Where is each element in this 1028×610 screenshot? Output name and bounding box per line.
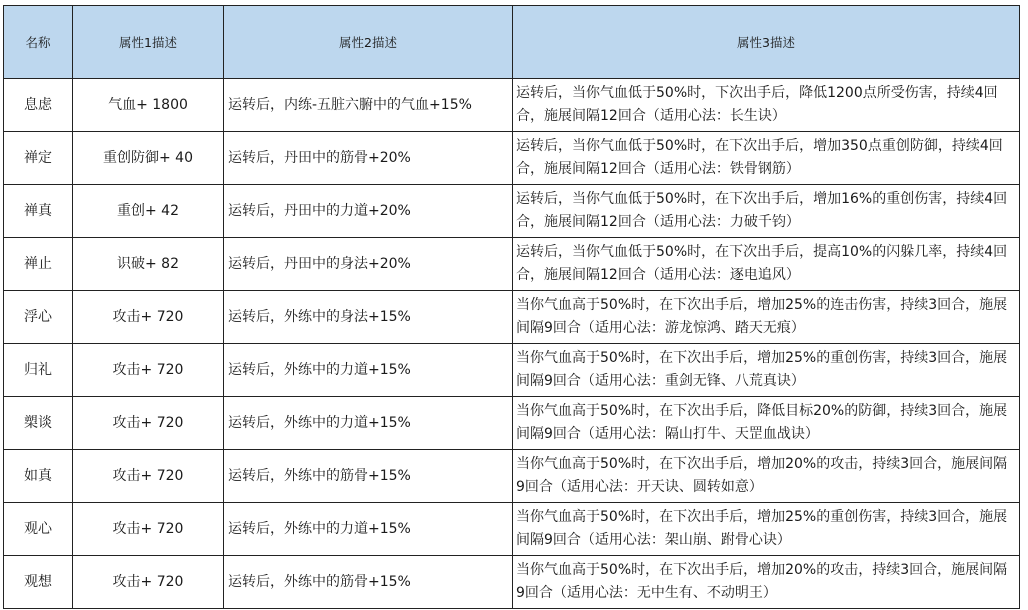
cell-name[interactable]: 禅定 xyxy=(4,132,73,185)
cell-attr2[interactable]: 运转后，外练中的力道+15% xyxy=(224,397,513,450)
table-row xyxy=(4,556,1020,609)
table-row xyxy=(4,132,1020,185)
cell-attr2[interactable]: 运转后，外练中的身法+15% xyxy=(224,291,513,344)
cell-attr3[interactable]: 运转后，当你气血低于50%时，下次出手后，降低1200点所受伤害，持续4回合，施展间隔12回合（适用心法：长生诀） xyxy=(513,79,1020,132)
cell-attr3[interactable]: 运转后，当你气血低于50%时，在下次出手后，增加350点重创防御，持续4回合，施展间隔12回合（适用心法：铁骨钢筋） xyxy=(513,132,1020,185)
table-row xyxy=(4,79,1020,132)
header-attr1[interactable]: 属性1描述 xyxy=(73,6,224,79)
cell-attr2[interactable]: 运转后，外练中的筋骨+15% xyxy=(224,556,513,609)
cell-attr1[interactable]: 气血+ 1800 xyxy=(73,79,224,132)
table-row xyxy=(4,238,1020,291)
cell-attr1[interactable]: 攻击+ 720 xyxy=(73,291,224,344)
cell-attr2[interactable]: 运转后，内练-五脏六腑中的气血+15% xyxy=(224,79,513,132)
cell-name[interactable]: 息虑 xyxy=(4,79,73,132)
cell-attr1[interactable]: 识破+ 82 xyxy=(73,238,224,291)
header-attr2[interactable]: 属性2描述 xyxy=(224,6,513,79)
header-attr3[interactable]: 属性3描述 xyxy=(513,6,1020,79)
cell-attr3[interactable]: 当你气血高于50%时，在下次出手后，增加25%的连击伤害，持续3回合，施展间隔9回合（适用心法：游龙惊鸿、踏天无痕） xyxy=(513,291,1020,344)
cell-name[interactable]: 归礼 xyxy=(4,344,73,397)
attribute-table xyxy=(3,5,1020,609)
table-row xyxy=(4,397,1020,450)
cell-attr2[interactable]: 运转后，丹田中的筋骨+20% xyxy=(224,132,513,185)
cell-attr3[interactable]: 当你气血高于50%时，在下次出手后，增加25%的重创伤害，持续3回合，施展间隔9回合（适用心法：重剑无锋、八荒真诀） xyxy=(513,344,1020,397)
cell-attr3[interactable]: 当你气血高于50%时，在下次出手后，增加20%的攻击，持续3回合，施展间隔9回合（适用心法：无中生有、不动明王） xyxy=(513,556,1020,609)
cell-attr2[interactable]: 运转后，外练中的力道+15% xyxy=(224,344,513,397)
cell-attr1[interactable]: 重创+ 42 xyxy=(73,185,224,238)
table-row xyxy=(4,291,1020,344)
cell-attr1[interactable]: 攻击+ 720 xyxy=(73,450,224,503)
cell-attr1[interactable]: 攻击+ 720 xyxy=(73,344,224,397)
cell-name[interactable]: 如真 xyxy=(4,450,73,503)
table-row xyxy=(4,503,1020,556)
cell-attr2[interactable]: 运转后，外练中的筋骨+15% xyxy=(224,450,513,503)
header-name[interactable]: 名称 xyxy=(4,6,73,79)
cell-attr3[interactable]: 当你气血高于50%时，在下次出手后，增加25%的重创伤害，持续3回合，施展间隔9回合（适用心法：架山崩、跗骨心诀） xyxy=(513,503,1020,556)
cell-name[interactable]: 禅真 xyxy=(4,185,73,238)
cell-name[interactable]: 观心 xyxy=(4,503,73,556)
cell-attr2[interactable]: 运转后，丹田中的身法+20% xyxy=(224,238,513,291)
table-row xyxy=(4,450,1020,503)
cell-attr3[interactable]: 当你气血高于50%时，在下次出手后，降低目标20%的防御，持续3回合，施展间隔9回合（适用心法：隔山打牛、天罡血战诀） xyxy=(513,397,1020,450)
table-row xyxy=(4,185,1020,238)
cell-attr1[interactable]: 重创防御+ 40 xyxy=(73,132,224,185)
table-row xyxy=(4,344,1020,397)
cell-name[interactable]: 禅止 xyxy=(4,238,73,291)
cell-attr3[interactable]: 运转后，当你气血低于50%时，在下次出手后，提高10%的闪躲几率，持续4回合，施展间隔12回合（适用心法：逐电追风） xyxy=(513,238,1020,291)
cell-attr1[interactable]: 攻击+ 720 xyxy=(73,503,224,556)
cell-attr2[interactable]: 运转后，丹田中的力道+20% xyxy=(224,185,513,238)
cell-attr3[interactable]: 运转后，当你气血低于50%时，在下次出手后，增加16%的重创伤害，持续4回合，施展间隔12回合（适用心法：力破千钧） xyxy=(513,185,1020,238)
header-row xyxy=(4,6,1020,79)
cell-attr3[interactable]: 当你气血高于50%时，在下次出手后，增加20%的攻击，持续3回合，施展间隔9回合（适用心法：开天诀、圆转如意） xyxy=(513,450,1020,503)
cell-attr2[interactable]: 运转后，外练中的力道+15% xyxy=(224,503,513,556)
cell-name[interactable]: 槊谈 xyxy=(4,397,73,450)
cell-attr1[interactable]: 攻击+ 720 xyxy=(73,397,224,450)
cell-name[interactable]: 观想 xyxy=(4,556,73,609)
cell-name[interactable]: 浮心 xyxy=(4,291,73,344)
cell-attr1[interactable]: 攻击+ 720 xyxy=(73,556,224,609)
